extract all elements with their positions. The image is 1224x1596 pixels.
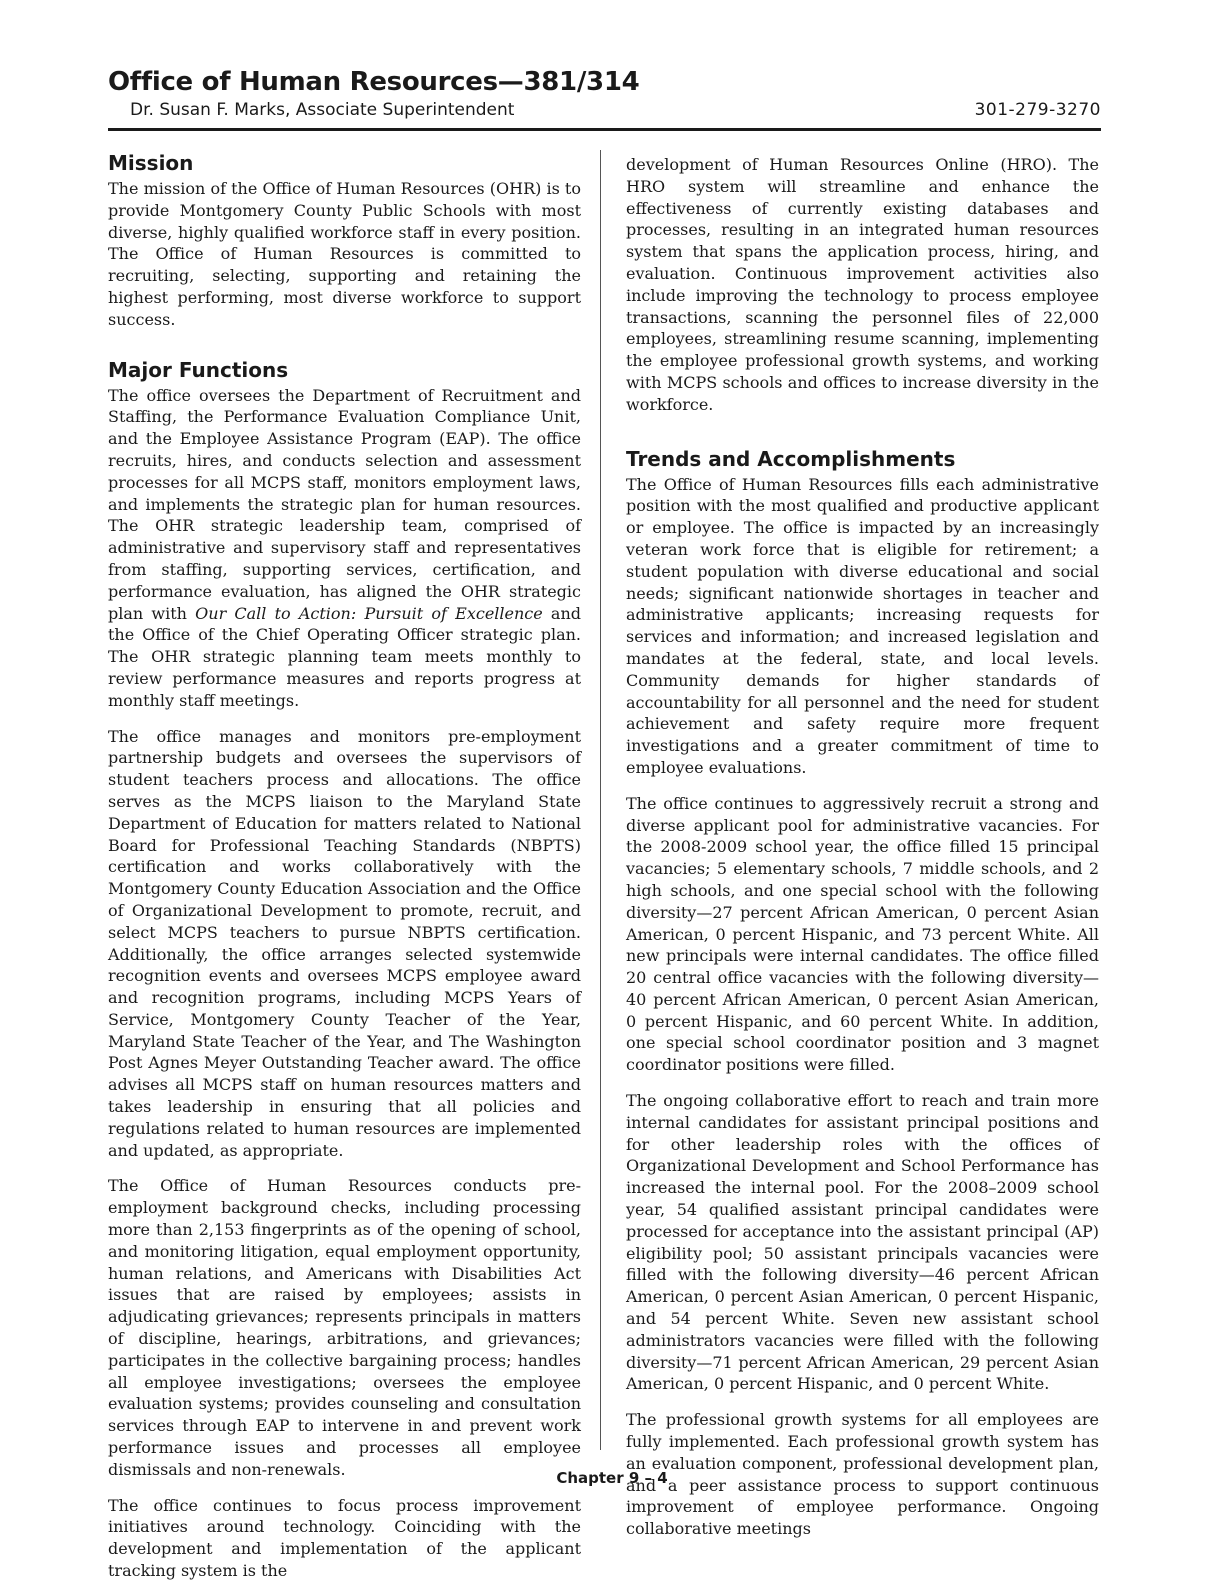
trends-heading: Trends and Accomplishments [626, 446, 956, 471]
functions-paragraph-3: The Office of Human Resources conducts pre-employment background checks, including processing more than 2,153 fingerprints as of the opening of school, and monitoring litigation, equal employment opportunity, human relations, and Americans with Disabilities Act issues that are raised by employees; assists in adjudicating grievances; represents principals in matters of discipline, hearings, arbitrations, and grievances; participates in the collective bargaining process; handles all employee investigations; oversees the employee evaluation systems; provides counseling and consultation services through EAP to intervene in and prevent work performance issues and processes all employee dismissals and non-renewals. [108, 1176, 581, 1479]
header-subline [108, 98, 1101, 122]
functions-paragraph-1-start: The office oversees the Department of Recruitment and Staffing, the Performance Evaluation Compliance Unit, and the Employee Assistance Program (EAP). The office recruits, hires, and conducts selection and assessment processes for all MCPS staff, monitors employment laws, and implements the strategic plan for human resources. The OHR strategic leadership team, comprised of administrative and supervisory staff and representatives from staffing, supporting services, certification, and performance evaluation, has aligned the OHR strategic plan with [108, 385, 581, 623]
functions-paragraph-1-end: and the Office of the Chief Operating Officer strategic plan. The OHR strategic planning team meets monthly to review performance measures and reports progress at monthly staff meetings. [108, 603, 582, 710]
trends-paragraph-2: The office continues to aggressively recruit a strong and diverse applicant pool for administrative vacancies. For the 2008-2009 school year, the office filled 15 principal vacancies; 5 elementary schools, 7 middle schools, and 2 high schools, and one special school with the following diversity—27 percent African American, 0 percent Asian American, 0 percent Hispanic, and 73 percent White. All new principals were internal candidates. The office filled 20 central office vacancies with the following diversity—40 percent African American, 0 percent Asian American, 0 percent Hispanic, and 60 percent White. In addition, one special school coordinator position and 3 magnet coordinator positions were filled. [626, 793, 1099, 1075]
column-divider [600, 150, 601, 1450]
continued-paragraph: development of Human Resources Online (HRO). The HRO system will streamline and enhance the effectiveness of currently existing databases and processes, resulting in an integrated human resources system that spans the application process, hiring, and evaluation. Continuous improvement activities also include improving the technology to process employee transactions, scanning the personnel files of 22,000 employees, streamlining resume scanning, implementing the employee professional growth systems, and working with MCPS schools and offices to increase diversity in the workforce. [626, 155, 1099, 414]
mission-heading: Mission [108, 151, 194, 175]
right-column [626, 154, 1099, 1554]
trends-paragraph-3: The ongoing collaborative effort to reach and train more internal candidates for assistant principal positions and for other leadership roles with the offices of Organizational Development and School Performance has increased the internal pool. For the 2008–2009 school year, 54 qualified assistant principal candidates were processed for acceptance into the assistant principal (AP) eligibility pool; 50 assistant principals vacancies were filled with the following diversity—46 percent African American, 0 percent Asian American, 0 percent Hispanic, and 54 percent White. Seven new assistant school administrators vacancies were filled with the following diversity—71 percent African American, 29 percent Asian American, 0 percent Hispanic, and 0 percent White. [626, 1091, 1099, 1394]
functions-paragraph-2: The office manages and monitors pre-employment partnership budgets and oversees the supervisors of student teachers process and allocations. The office serves as the MCPS liaison to the Maryland State Department of Education for matters related to National Board for Professional Teaching Standards (NBPTS) certification and works collaboratively with the Montgomery County Education Association and the Office of Organizational Development to promote, recruit, and select MCPS teachers to pursue NBPTS certification. Additionally, the office arranges selected systemwide recognition events and oversees MCPS employee award and recognition programs, including MCPS Years of Service, Montgomery County Teacher of the Year, Maryland State Teacher of the Year, and The Washington Post Agnes Meyer Outstanding Teacher award. The office advises all MCPS staff on human resources matters and takes leadership in ensuring that all policies and regulations related to human resources are implemented and updated, as appropriate. [108, 726, 581, 1160]
associate-superintendent: Dr. Susan F. Marks, Associate Superintendent [130, 100, 515, 120]
functions-paragraph-1 [108, 385, 581, 712]
major-functions-heading: Major Functions [108, 357, 289, 382]
page-header [108, 66, 1101, 122]
trends-paragraph-4: The professional growth systems for all employees are fully implemented. Each professional growth system has an evaluation component, professional development plan, and a peer assistance process to support continuous improvement of employee performance. Ongoing collaborative meetings [626, 1410, 1099, 1539]
call-to-action-title: Our Call to Action: Pursuit of Excellence [195, 603, 543, 623]
left-column [108, 150, 581, 1596]
header-rule [108, 128, 1101, 131]
phone-number: 301-279-3270 [974, 100, 1101, 120]
mission-paragraph: The mission of the Office of Human Resources (OHR) is to provide Montgomery County Public Schools with most diverse, highly qualified workforce staff in every position. The Office of Human Resources is committed to recruiting, selecting, supporting and retaining the highest performing, most diverse workforce to support success. [108, 179, 581, 329]
trends-paragraph-1: The Office of Human Resources fills each administrative position with the most qualified and productive applicant or employee. The office is impacted by an increasingly veteran work force that is eligible for retirement; a student population with diverse educational and social needs; significant nationwide shortages in teacher and administrative applicants; increasing requests for services and information; and increased legislation and mandates at the federal, state, and local levels. Community demands for higher standards of accountability for all personnel and the need for student achievement and safety require more frequent investigations and a greater commitment of time to employee evaluations. [626, 474, 1099, 777]
page-footer: Chapter 9 – 4 [556, 1469, 668, 1487]
office-title: Office of Human Resources—381/314 [108, 67, 640, 97]
functions-paragraph-4: The office continues to focus process improvement initiatives around technology. Coinciding with the development and implementation of the applicant tracking system is the [108, 1495, 581, 1581]
